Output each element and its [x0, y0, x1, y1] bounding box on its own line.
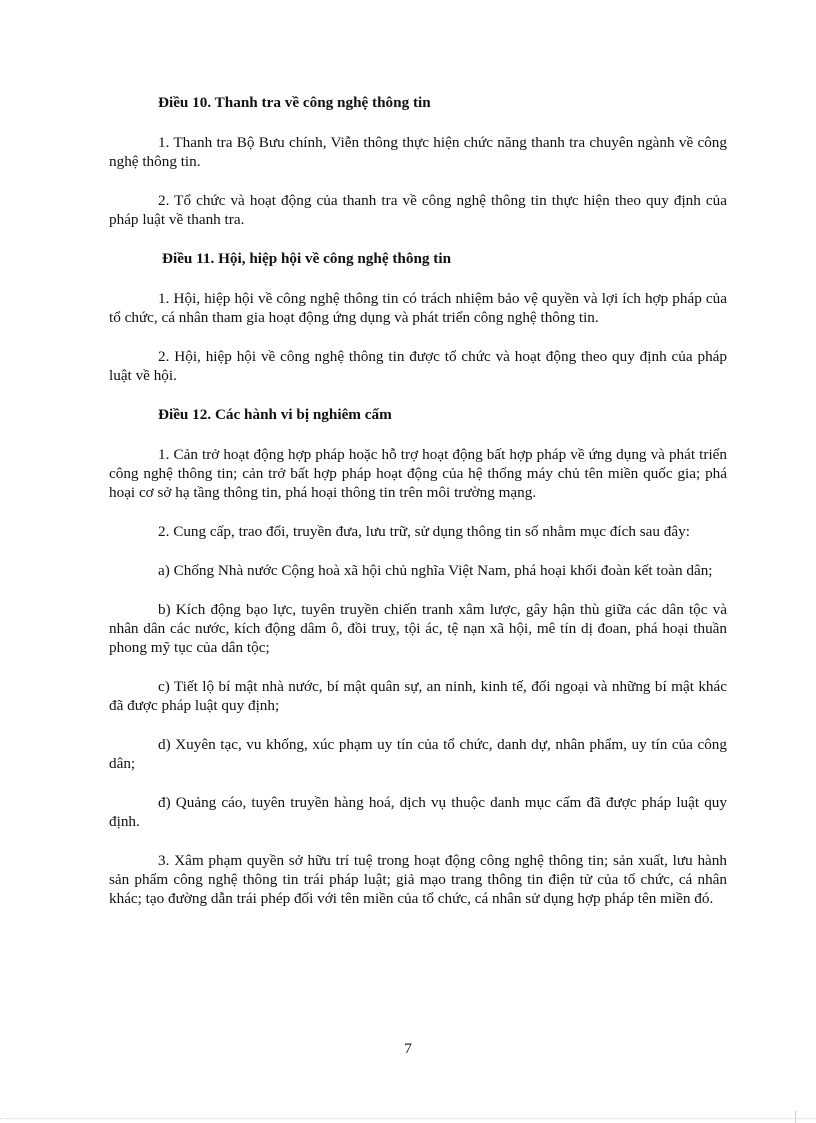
article-paragraph: 3. Xâm phạm quyền sở hữu trí tuệ trong hoạt động công nghệ thông tin; sản xuất, lưu hành sản phẩm công nghệ thông tin trái pháp luật; giả mạo trang thông tin điện tử của tổ chức, cá nhân khác; tạo đường dẫn trái phép đối với tên miền của tổ chức, cá nhân sử dụng hợp pháp tên miền đó.: [109, 852, 727, 907]
article-heading: Điều 12. Các hành vi bị nghiêm cấm: [158, 406, 392, 423]
article-paragraph: đ) Quảng cáo, tuyên truyền hàng hoá, dịch vụ thuộc danh mục cấm đã được pháp luật quy định.: [109, 794, 727, 830]
article-paragraph: 2. Cung cấp, trao đổi, truyền đưa, lưu trữ, sử dụng thông tin số nhằm mục đích sau đây:: [158, 523, 690, 540]
article-10: [109, 93, 727, 249]
article-paragraph: 2. Hội, hiệp hội về công nghệ thông tin được tổ chức và hoạt động theo quy định của pháp luật về hội.: [109, 348, 727, 384]
article-12: [109, 405, 727, 908]
article-paragraph: a) Chống Nhà nước Cộng hoà xã hội chủ nghĩa Việt Nam, phá hoại khối đoàn kết toàn dân;: [158, 562, 713, 579]
article-paragraph: b) Kích động bạo lực, tuyên truyền chiến tranh xâm lược, gây hận thù giữa các dân tộc và nhân dân các nước, kích động dâm ô, đồi truỵ, tội ác, tệ nạn xã hội, mê tín dị đoan, phá hoại thuần phong mỹ tục của dân tộc;: [109, 601, 727, 656]
page-bottom-edge: [0, 1118, 816, 1119]
article-paragraph: 1. Cản trở hoạt động hợp pháp hoặc hỗ trợ hoạt động bất hợp pháp về ứng dụng và phát triển công nghệ thông tin; cản trở bất hợp pháp hoạt động của hệ thống máy chủ tên miền quốc gia; phá hoại cơ sở hạ tầng thông tin, phá hoại thông tin trên môi trường mạng.: [109, 446, 727, 501]
article-paragraph: c) Tiết lộ bí mật nhà nước, bí mật quân sự, an ninh, kinh tế, đối ngoại và những bí mật khác đã được pháp luật quy định;: [109, 678, 727, 714]
article-paragraph: 2. Tổ chức và hoạt động của thanh tra về công nghệ thông tin thực hiện theo quy định của pháp luật về thanh tra.: [109, 192, 727, 228]
page-number: 7: [404, 1040, 412, 1057]
article-heading: Điều 10. Thanh tra về công nghệ thông tin: [158, 94, 431, 111]
article-paragraph: 1. Hội, hiệp hội về công nghệ thông tin có trách nhiệm bảo vệ quyền và lợi ích hợp pháp của tổ chức, cá nhân tham gia hoạt động ứng dụng và phát triển công nghệ thông tin.: [109, 290, 727, 326]
article-paragraph: 1. Thanh tra Bộ Bưu chính, Viễn thông thực hiện chức năng thanh tra chuyên ngành về công nghệ thông tin.: [109, 134, 727, 170]
page-corner-mark: [795, 1111, 796, 1123]
article-paragraph: d) Xuyên tạc, vu khống, xúc phạm uy tín của tổ chức, danh dự, nhân phẩm, uy tín của công dân;: [109, 736, 727, 772]
article-11: [109, 249, 727, 405]
article-heading: Điều 11. Hội, hiệp hội về công nghệ thông tin: [162, 250, 452, 267]
document-body: [109, 93, 727, 908]
